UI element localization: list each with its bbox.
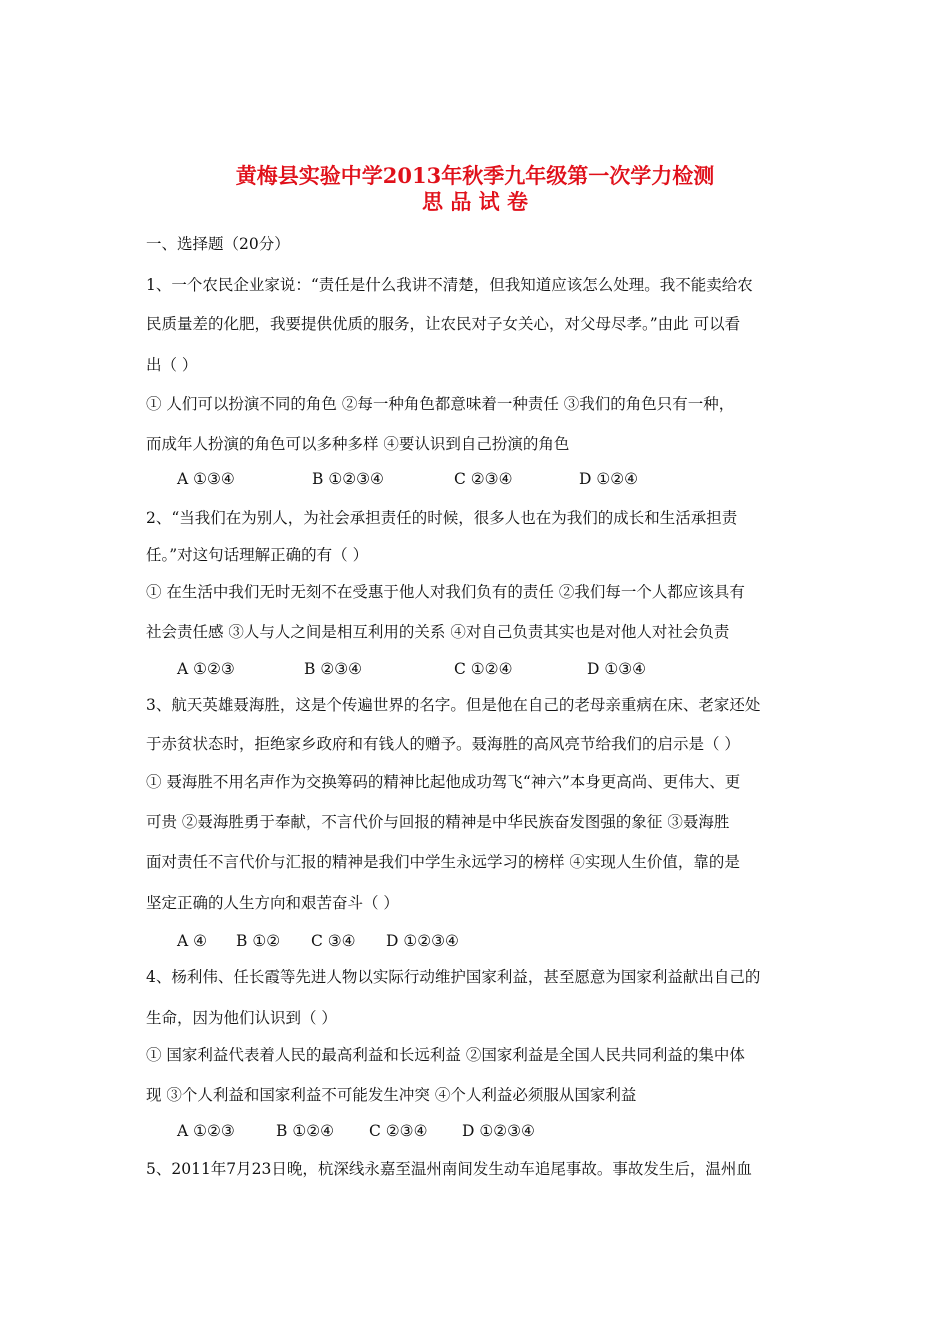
question-3-line-2: 于赤贫状态时，拒绝家乡政府和有钱人的赠予。聂海胜的高风亮节给我们的启示是（ ） [146, 735, 740, 753]
question-2-option-d: D ①③④ [587, 660, 647, 678]
question-4-option-a: A ①②③ [177, 1122, 235, 1140]
question-1-option-d: D ①②④ [579, 470, 639, 488]
question-4-line-3: ① 国家利益代表着人民的最高利益和长远利益 ②国家利益是全国人民共同利益的集中体 [146, 1046, 745, 1064]
question-4-line-4: 现 ③个人利益和国家利益不可能发生冲突 ④个人利益必须服从国家利益 [146, 1086, 637, 1104]
question-5-line-1: 5、2011年7月23日晚，杭深线永嘉至温州南间发生动车追尾事故。事故发生后，温州血 [146, 1160, 752, 1178]
question-3-line-1: 3、航天英雄聂海胜，这是个传遍世界的名字。但是他在自己的老母亲重病在床、老家还处 [146, 696, 761, 714]
section-heading: 一、选择题（20分） [146, 235, 290, 253]
question-2-line-3: ① 在生活中我们无时无刻不在受惠于他人对我们负有的责任 ②我们每一个人都应该具有 [146, 583, 745, 601]
question-1-line-4: ① 人们可以扮演不同的角色 ②每一种角色都意味着一种责任 ③我们的角色只有一种， [146, 395, 735, 413]
question-2-line-2: 任。”对这句话理解正确的有（ ） [146, 546, 369, 564]
question-3-option-d: D ①②③④ [386, 932, 459, 950]
question-3-line-5: 面对责任不言代价与汇报的精神是我们中学生永远学习的榜样 ④实现人生价值，靠的是 [146, 853, 740, 871]
question-1-line-3: 出（ ） [146, 356, 198, 374]
question-3-line-4: 可贵 ②聂海胜勇于奉献，不言代价与回报的精神是中华民族奋发图强的象征 ③聂海胜 [146, 813, 730, 831]
question-3-line-3: ① 聂海胜不用名声作为交换筹码的精神比起他成功驾飞“神六”本身更高尚、更伟大、更 [146, 773, 741, 791]
exam-title: 黄梅县实验中学2013年秋季九年级第一次学力检测 [235, 163, 715, 188]
question-4-option-d: D ①②③④ [462, 1122, 535, 1140]
question-1-option-a: A ①③④ [177, 470, 235, 488]
question-2-option-c: C ①②④ [454, 660, 513, 678]
question-3-line-6: 坚定正确的人生方向和艰苦奋斗（ ） [146, 894, 399, 912]
exam-subtitle: 思 品 试 卷 [422, 189, 528, 214]
question-4-option-b: B ①②④ [276, 1122, 335, 1140]
question-1-option-c: C ②③④ [454, 470, 513, 488]
question-4-line-1: 4、杨利伟、任长霞等先进人物以实际行动维护国家利益，甚至愿意为国家利益献出自己的 [146, 968, 761, 986]
question-4-option-c: C ②③④ [369, 1122, 428, 1140]
question-2-line-1: 2、“当我们在为别人，为社会承担责任的时候，很多人也在为我们的成长和生活承担责 [146, 509, 738, 527]
question-3-option-b: B ①② [236, 932, 281, 950]
question-3-option-c: C ③④ [311, 932, 356, 950]
question-3-option-a: A ④ [177, 932, 208, 950]
question-1-line-5: 而成年人扮演的角色可以多种多样 ④要认识到自己扮演的角色 [146, 435, 570, 453]
question-2-option-a: A ①②③ [177, 660, 235, 678]
question-1-option-b: B ①②③④ [312, 470, 384, 488]
question-4-line-2: 生命，因为他们认识到（ ） [146, 1009, 337, 1027]
question-1-line-2: 民质量差的化肥，我要提供优质的服务，让农民对子女关心，对父母尽孝。”由此 可以看 [146, 315, 741, 333]
question-2-option-b: B ②③④ [304, 660, 363, 678]
question-1-line-1: 1、一个农民企业家说：“责任是什么我讲不清楚，但我知道应该怎么处理。我不能卖给农 [146, 276, 753, 294]
question-2-line-4: 社会责任感 ③人与人之间是相互利用的关系 ④对自己负责其实也是对他人对社会负责 [146, 623, 730, 641]
